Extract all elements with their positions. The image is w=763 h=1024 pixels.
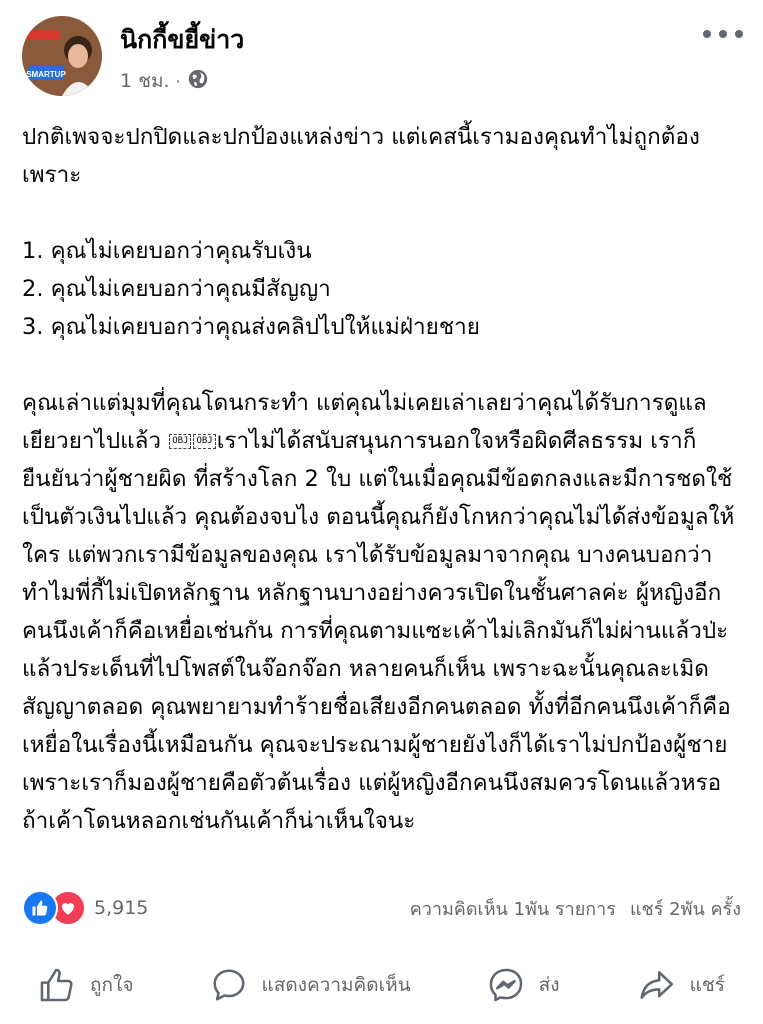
- more-dot: [735, 30, 743, 38]
- comment-button[interactable]: [210, 966, 411, 1004]
- post-meta: [120, 66, 209, 96]
- obj-placeholder: OBJ: [193, 434, 215, 449]
- share-button[interactable]: [636, 966, 725, 1004]
- avatar[interactable]: [22, 16, 102, 96]
- post-header: [0, 0, 763, 110]
- meta-separator: ·: [175, 71, 181, 91]
- engagement-stats: [410, 894, 741, 923]
- like-icon: [38, 966, 76, 1004]
- like-reaction-icon: [22, 890, 58, 926]
- post-stats: [22, 888, 741, 928]
- share-icon: [636, 966, 676, 1004]
- share-label: แชร์: [689, 974, 725, 996]
- more-icon[interactable]: [703, 20, 743, 48]
- shares-count[interactable]: แชร์ 2พัน ครั้ง: [629, 898, 741, 920]
- list-item: 1. คุณไม่เคยบอกว่าคุณรับเงิน: [22, 238, 312, 264]
- more-dot: [703, 30, 711, 38]
- comment-icon: [210, 966, 248, 1004]
- like-button[interactable]: [38, 966, 133, 1004]
- more-dot: [719, 30, 727, 38]
- paragraph-text: เราไม่ได้สนับสนุนการนอกใจหรือผิดศีลธรรม เราก็ยืนยันว่าผู้ชายผิด ที่สร้างโลก 2 ใบ แต่ในเมื่อคุณมีข้อตกลงและมีการชดใช้เป็นตัวเงินไปแล้ว คุณต้องจบไง ตอนนี้คุณก็ยังโกหกว่าคุณไม่ได้ส่งข้อมูลให้ใคร แต่พวกเรามีข้อมูลของคุณ เราได้รับข้อมูลมาจากคุณ บางคนบอกว่าทำไมพี่กี้ไม่เปิดหลักฐาน หลักฐานบางอย่างควรเปิดในชั้นศาลค่ะ ผู้หญิงอีกคนนึงเค้าก็คือเหยื่อเช่นกัน การที่คุณตามแซะเค้าไม่เลิกมันก็ไม่ผ่านแล้วป่ะ แล้วประเด็นที่ไปโพสต์ในจ๊อกจ๊อก หลายคนก็เห็น เพราะฉะนั้นคุณละเมิดสัญญาตลอด คุณพยายามทำร้ายชื่อเสียงอีกคนตลอด ทั้งที่อีกคนนึงเค้าก็คือเหยื่อในเรื่องนี้เหมือนกัน คุณจะประณามผู้ชายยังไงก็ได้เราไม่ปกป้องผู้ชาย เพราะเราก็มองผู้ชายคือตัวต้นเรื่อง แต่ผู้หญิงอีกคนนึงสมควรโดนแล้วหรอ ถ้าเค้าโดนหลอกเช่นกันเค้าก็น่าเห็นใจนะ: [22, 428, 736, 834]
- send-label: ส่ง: [538, 974, 560, 996]
- globe-icon: [187, 68, 209, 95]
- action-bar: [0, 946, 763, 1024]
- paragraph-text: คุณเล่าแต่มุมที่คุณโดนกระทำ แต่คุณไม่เคยเล่าเลยว่าคุณได้รับการดูแลเยียวยาไปแล้ว: [22, 390, 707, 454]
- post-paragraph: ปกติเพจจะปกปิดและปกป้องแหล่งข่าว แต่เคสนี้เรามองคุณทำไม่ถูกต้อง เพราะ: [22, 124, 708, 188]
- reaction-count: 5,915: [94, 897, 149, 919]
- reactions[interactable]: [22, 890, 148, 926]
- author-name[interactable]: นิกกี้ขยี้ข่าว: [120, 25, 245, 54]
- post-body: [22, 118, 747, 840]
- send-button[interactable]: [487, 966, 560, 1004]
- list-item: 3. คุณไม่เคยบอกว่าคุณส่งคลิปไปให้แม่ฝ่ายชาย: [22, 314, 480, 340]
- avatar-logo-text: SMARTUP: [26, 70, 66, 79]
- messenger-icon: [487, 966, 525, 1004]
- post-time[interactable]: 1 ชม.: [120, 70, 170, 92]
- post-paragraph: [22, 384, 747, 840]
- like-label: ถูกใจ: [90, 974, 134, 996]
- list-item: 2. คุณไม่เคยบอกว่าคุณมีสัญญา: [22, 276, 331, 302]
- comment-label: แสดงความคิดเห็น: [261, 974, 411, 996]
- comments-count[interactable]: ความคิดเห็น 1พัน รายการ: [409, 898, 616, 920]
- obj-placeholder: OBJ: [169, 434, 191, 449]
